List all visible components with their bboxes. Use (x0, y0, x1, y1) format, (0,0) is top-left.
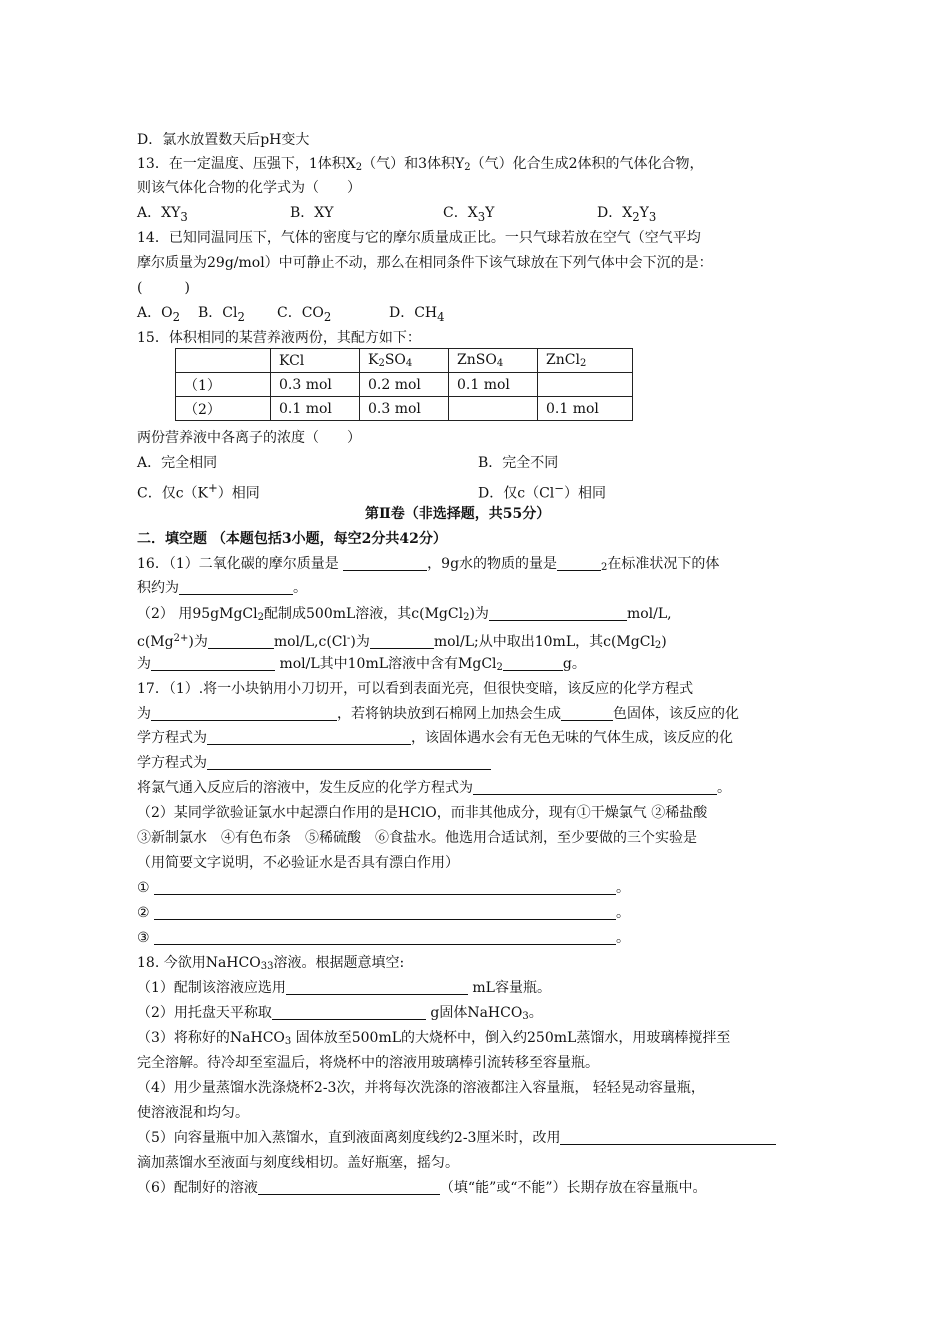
part2-title: 第Ⅱ卷（非选择题，共55分） (365, 506, 551, 522)
q17-experiment-2: ② 。 (137, 905, 631, 921)
table-cell: （1） (176, 373, 271, 397)
q18-line1: 18. 今欲用NaHCO$_{33}$溶液。根据题意填空: (137, 955, 405, 972)
table-cell: 0.1 mol (271, 397, 360, 421)
table-cell: 0.2 mol (360, 373, 449, 397)
q17-line8: （用简要文字说明，不必验证水是否具有漂白作用） (137, 855, 459, 871)
table-cell: 0.1 mol (538, 397, 633, 421)
q18-line7: 使溶液混和均匀。 (137, 1105, 249, 1121)
q13-stem-line2: 则该气体化合物的化学式为（ ） (137, 180, 361, 196)
q15-stem: 15．体积相同的某营养液两份，其配方如下： (137, 330, 421, 346)
q14-stem-line3: ( ) (137, 280, 190, 296)
q16-line4: $c(Mg^{2+})$为 mol/L,c(Cl-)为 mol/L;从中取出10mL，其c(MgCl$_2$) (137, 633, 667, 651)
nutrient-table (175, 348, 633, 421)
q17-line1: 17．（1）.将一小块钠用小刀切开，可以看到表面光亮，但很快变暗，该反应的化学方程式 (137, 681, 694, 697)
q14-stem-line2: 摩尔质量为29g/mol）中可静止不动，那么在相同条件下该气球放在下列气体中会下沉的是： (137, 255, 713, 271)
table-header-row (176, 349, 633, 373)
q17-line6: （2）某同学欲验证氯水中起漂白作用的是HClO，而非其他成分，现有①干燥氯气 ②稀盐酸 (137, 805, 708, 821)
q15-option-c: C．仅c（K+）相同 (137, 481, 260, 502)
table-cell (176, 349, 271, 373)
q14-option-b: B．$Cl_2$ (198, 305, 245, 324)
q16-line1: 16．（1）二氧化碳的摩尔质量是 ，9g水的物质的量是 $_2$在标准状况下的体 (137, 556, 720, 573)
q15-option-a: A．完全相同 (137, 455, 218, 471)
table-cell (538, 373, 633, 397)
q14-stem-line1: 14．已知同温同压下，气体的密度与它的摩尔质量成正比。一只气球若放在空气（空气平均 (137, 230, 701, 246)
q13-stem-line1: 13．在一定温度、压强下，1体积$X_2$（气）和3体积$Y_2$（气）化合生成2体积的气体化合物， (137, 156, 704, 173)
q17-line7: ③新制氯水 ④有色布条 ⑤稀硫酸 ⑥食盐水。他选用合适试剂，至少要做的三个实验是 (137, 830, 697, 846)
q18-line3: （2）用托盘天平称取 g固体NaHCO$_3$。 (137, 1005, 543, 1022)
q18-line8: （5）向容量瓶中加入蒸馏水，直到液面离刻度线约2-3厘米时，改用 (137, 1128, 776, 1148)
table-cell (449, 397, 538, 421)
q16-line3: （2） 用95gMgCl$_2$配制成500mL溶液，其c(MgCl$_2$)为 mol/L, (137, 606, 672, 623)
table-cell: 0.3 mol (360, 397, 449, 421)
q15-option-b: B．完全不同 (478, 455, 559, 471)
q17-line4: 学方程式为 (137, 753, 491, 773)
q18-line5: 完全溶解。待冷却至室温后，将烧杯中的溶液用玻璃棒引流转移至容量瓶。 (137, 1055, 599, 1071)
q13-option-a: A．$XY_3$ (137, 205, 188, 224)
q13-option-d: D．$X_2Y_3$ (597, 205, 657, 224)
q17-experiment-1: ① 。 (137, 880, 631, 896)
q17-experiment-3: ③ 。 (137, 930, 631, 946)
q15-question: 两份营养液中各离子的浓度（ ） (137, 430, 361, 446)
table-row (176, 373, 633, 397)
q17-line5: 将氯气通入反应后的溶液中，发生反应的化学方程式为 。 (137, 780, 731, 796)
table-cell: 0.3 mol (271, 373, 360, 397)
section-title: 二．填空题 （本题包括3小题，每空2分共42分） (137, 531, 447, 547)
table-cell: （2） (176, 397, 271, 421)
q15-option-d: D．仅c（Cl−）相同 (478, 481, 607, 502)
q17-line3: 学方程式为 ，该固体遇水会有无色无味的气体生成，该反应的化 (137, 730, 733, 746)
q13-option-c: C．$X_3Y$ (443, 205, 495, 224)
q18-line10: （6）配制好的溶液 （填“能”或“不能”）长期存放在容量瓶中。 (137, 1180, 707, 1196)
q14-option-d: D．$CH_4$ (389, 305, 445, 324)
q12-option-d: D．氯水放置数天后pH变大 (137, 132, 310, 148)
q16-line5: 为 mol/L其中10mL溶液中含有MgCl$_2$ g。 (137, 656, 586, 673)
q18-line6: （4）用少量蒸馏水洗涤烧杯2-3次，并将每次洗涤的溶液都注入容量瓶， 轻轻晃动容量瓶， (137, 1080, 705, 1096)
q17-line2: 为 ，若将钠块放到石棉网上加热会生成 色固体，该反应的化 (137, 706, 739, 722)
q13-option-b: B．XY (290, 205, 334, 221)
table-cell: ZnCl$_2$ (538, 349, 633, 373)
q18-line4: （3）将称好的NaHCO$_3$ 固体放至500mL的大烧杯中，倒入约250mL蒸馏水，用玻璃棒搅拌至 (137, 1030, 731, 1047)
q18-line2: （1）配制该溶液应选用 mL容量瓶。 (137, 980, 551, 996)
table-cell: KCl (271, 349, 360, 373)
q14-option-a: A．$O_2$ (137, 305, 181, 324)
table-cell: ZnSO$_4$ (449, 349, 538, 373)
q16-line2: 积约为 。 (137, 580, 307, 596)
q18-line9: 滴加蒸馏水至液面与刻度线相切。盖好瓶塞，摇匀。 (137, 1155, 459, 1171)
table-cell: $K_2SO_4$ (360, 349, 449, 373)
table-row (176, 397, 633, 421)
table-cell: 0.1 mol (449, 373, 538, 397)
q14-option-c: C．$CO_2$ (277, 305, 332, 324)
